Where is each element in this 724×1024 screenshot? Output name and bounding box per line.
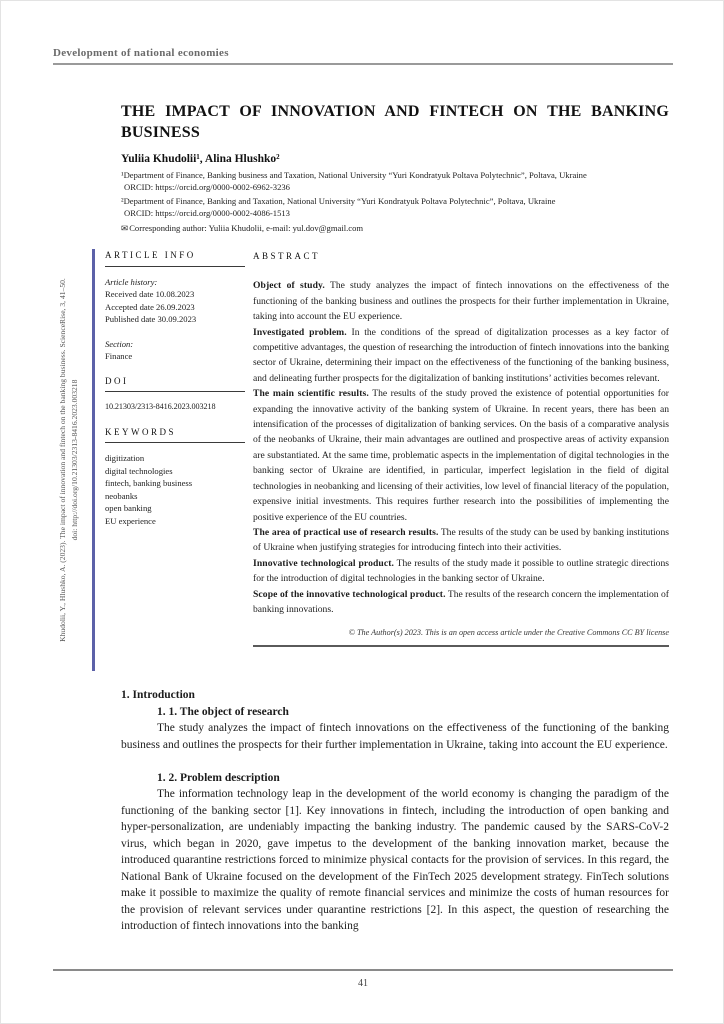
keyword-item: digital technologies <box>105 465 173 476</box>
abstract-label: The main scientific results. <box>253 388 369 400</box>
abstract-bottom-rule <box>253 645 669 647</box>
spacer <box>105 363 245 375</box>
abstract-label: Scope of the innovative technological product. <box>253 588 446 600</box>
footer-rule <box>53 969 673 971</box>
abstract-paragraph <box>253 556 669 587</box>
keyword-item: digitization <box>105 453 145 463</box>
page-number: 41 <box>358 978 368 989</box>
abstract-text: In the conditions of the spread of digitalization processes as a key factor of competitive advantages, the question of researching the introduction of fintech innovations into the banking sector of Ukraine, determining their impact on the effectiveness of the functioning of the banking business, and delineating further prospects for the digitalization of banking institutions’ activities becomes relevant. <box>253 326 670 384</box>
abstract-paragraph <box>253 587 669 618</box>
abstract-label: Object of study. <box>253 280 325 292</box>
abstract-paragraph <box>253 386 669 525</box>
history-received: Received date 10.08.2023 <box>105 289 195 299</box>
section-label: Section: <box>105 338 134 349</box>
keywords-heading: KEYWORDS <box>105 426 245 444</box>
affiliation-2-department: ²Department of Finance, Banking and Taxation, National University “Yuri Kondratyuk Poltava Polytechnic”, Poltava, Ukraine <box>121 196 556 206</box>
abstract-column <box>253 249 669 647</box>
affiliation-1-orcid: ORCID: https://orcid.org/0000-0002-6962-3236 <box>124 182 290 192</box>
article-info-column <box>105 249 245 527</box>
author-names: Yuliia Khudolii¹, Alina Hlushko² <box>121 153 280 165</box>
abstract-text: The results of the study made it possible to outline strategic directions for the introduction of digital technologies in the banking sector of Ukraine. <box>253 557 670 585</box>
body-paragraph: The study analyzes the impact of fintech innovations on the effectiveness of the functioning of the banking business and outlines the prospects for their further implementation in Ukraine, taking into account the EU experience. <box>121 722 669 751</box>
body-paragraph: The information technology leap in the development of the world economy is changing the paradigm of the functioning of the banking sector [1]. Key innovations in fintech, including the introduction of open banking and hyper-personalization, are undeniably impacting the banking industry. The pandemic caused by the SARS-CoV-2 virus, which began in 2020, gave impetus to the development of the banking innovation market, because the introduced quarantine restrictions forced to minimize physical contacts for the provision of services. In this regard, the National Bank of Ukraine focused on the development of the FinTech 2025 development strategy. FinTech solutions make it possible to maximize the quality of remote financial services and minimize the costs of human resources for the provision of relevant services under quarantine restrictions [2]. In this aspect, the question of researching the introduction of fintech innovations into the banking <box>121 788 669 932</box>
keyword-item: fintech, banking business <box>105 478 193 488</box>
running-head: Development of national economies <box>53 47 229 59</box>
abstract-text: The results of the research concern the implementation of banking innovations. <box>253 588 669 615</box>
affiliation-1 <box>121 169 681 193</box>
article-title: THE IMPACT OF INNOVATION AND FINTECH ON THE BANKING BUSINESS <box>121 103 669 141</box>
subsection-heading-problem-description: 1. 2. Problem description <box>157 771 280 784</box>
history-accepted: Accepted date 26.09.2023 <box>105 301 195 312</box>
abstract-paragraph <box>253 325 669 387</box>
header-rule <box>53 63 673 65</box>
subsection-heading-object-of-research: 1. 1. The object of research <box>157 705 289 718</box>
corresponding-author-text: Corresponding author: Yuliia Khudolii, e-mail: yul.dov@gmail.com <box>129 223 364 233</box>
keyword-item: neobanks <box>105 490 138 501</box>
spacer <box>121 753 669 770</box>
corresponding-author-line <box>121 222 681 234</box>
abstract-paragraph <box>253 278 669 324</box>
sidebar-citation-line2: doi: http://doi.org/10.21303/2313-8416.2023.003218 <box>70 379 79 541</box>
doi-heading: DOI <box>105 375 245 393</box>
section-heading-introduction: 1. Introduction <box>121 689 195 701</box>
affiliations-block <box>121 169 681 234</box>
article-body <box>121 687 669 935</box>
article-info-heading: ARTICLE INFO <box>105 249 245 267</box>
abstract-text: The results of the study can be used by banking institutions of Ukraine when justifying strategies for introducing fintech into their activities. <box>253 526 669 554</box>
section-value: Finance <box>105 351 133 361</box>
affiliation-2-orcid: ORCID: https://orcid.org/0000-0002-4086-1513 <box>124 208 290 218</box>
abstract-label: The area of practical use of research results. <box>253 526 439 538</box>
affiliation-1-department: ¹Department of Finance, Banking business and Taxation, National University “Yuri Kondratyuk Poltava Polytechnic”, Poltava, Ukraine <box>121 170 587 180</box>
abstract-text: The results of the study proved the existence of potential opportunities for expanding the innovative activity of the banking system of Ukraine. In recent years, there has been an intensification of the processes of digitalization of banking services. On the basis of a comparative analysis of the neobanks of Ukraine, their main advantages are outlined and prospective areas of activity expansion are substantiated. At the same time, problematic aspects in the implementation of digital technologies in the banking sector of Ukraine are identified, in particular, imperfect legislation in the field of digital technologies in neobanking and licensing of their activities, low level of financial literacy of the population, expensive initial investments. This requires further research into the possibilities of implementing the positive experience of the EU countries. <box>253 388 669 523</box>
envelope-icon: ✉ <box>121 223 129 233</box>
history-published: Published date 30.09.2023 <box>105 314 197 324</box>
abstract-paragraph <box>253 525 669 556</box>
sidebar-citation <box>57 249 93 671</box>
accent-vertical-bar <box>92 249 95 671</box>
abstract-label: Investigated problem. <box>253 326 347 338</box>
spacer <box>105 326 245 338</box>
article-history-label: Article history: <box>105 276 158 287</box>
keyword-item: EU experience <box>105 515 156 526</box>
doi-value: 10.21303/2313-8416.2023.003218 <box>105 402 216 411</box>
keyword-item: open banking <box>105 503 152 513</box>
sidebar-citation-line1: Khudolii, Y., Hlushko, A. (2023). The impact of innovation and fintech on the banking business. ScienceRise, 3, 41–50. <box>58 278 67 642</box>
abstract-label: Innovative technological product. <box>253 557 395 569</box>
abstract-heading: ABSTRACT <box>253 251 321 261</box>
spacer <box>105 414 245 426</box>
abstract-text: The study analyzes the impact of fintech innovations on the effectiveness of the functioning of the banking business and outlines the prospects for their further implementation in Ukraine, taking into account the EU experience. <box>253 280 670 323</box>
affiliation-2 <box>121 195 681 219</box>
copyright-notice: © The Author(s) 2023. This is an open access article under the Creative Commons CC BY license <box>348 628 669 638</box>
